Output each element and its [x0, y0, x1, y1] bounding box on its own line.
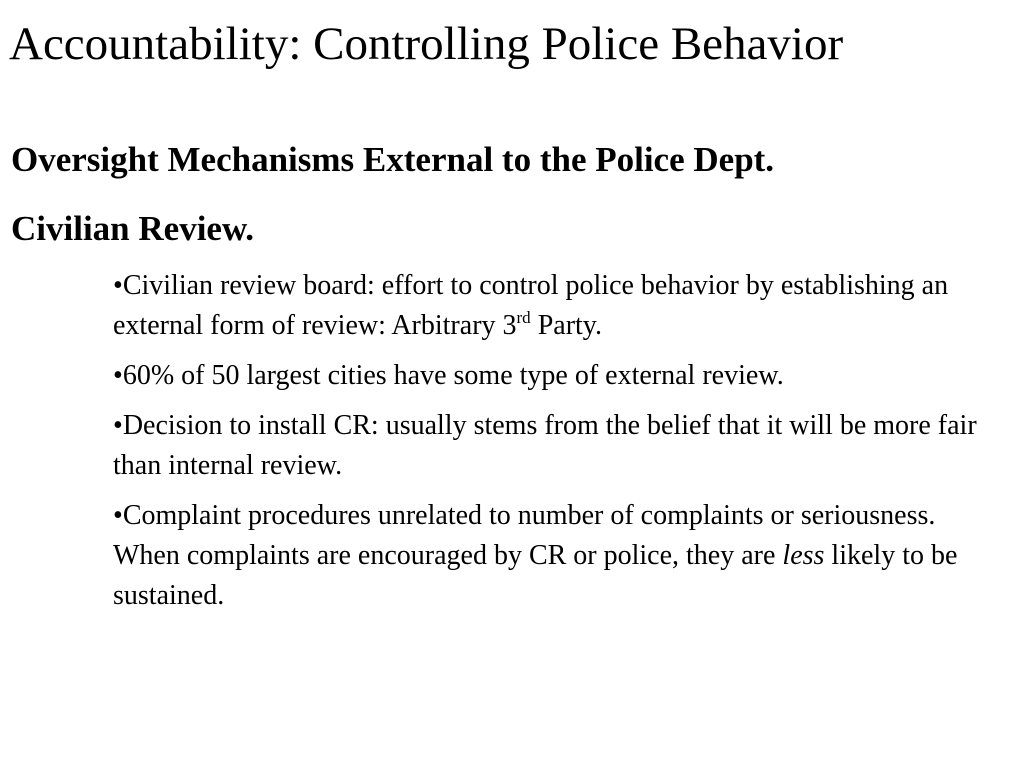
section-heading-oversight: Oversight Mechanisms External to the Police Dept.: [11, 140, 775, 179]
bullet-marker: •: [113, 270, 123, 301]
bullet-text-end: likely to be sustained.: [113, 540, 958, 611]
slide-title: Accountability: Controlling Police Behavior: [9, 18, 844, 70]
bullet-text-end: Party.: [530, 310, 602, 341]
bullet-marker: •: [113, 360, 123, 391]
bullet-text: 60% of 50 largest cities have some type of external review.: [122, 360, 784, 391]
bullet-text: Civilian review board: effort to control police behavior by establishing an external form of review: Arbitrary 3: [113, 270, 949, 341]
bullet-civilian-review-board: [113, 266, 1008, 346]
bullet-marker: •: [113, 410, 123, 441]
ordinal-superscript: rd: [516, 308, 531, 327]
bullet-text: Decision to install CR: usually stems from the belief that it will be more fair than internal review.: [113, 410, 977, 481]
section-heading-civilian-review: Civilian Review.: [11, 209, 255, 248]
bullet-complaint-procedures: [113, 496, 1008, 616]
bullet-text: Complaint procedures unrelated to number of complaints or seriousness. When complaints are encouraged by CR or police, they are: [113, 500, 936, 571]
bullet-marker: •: [113, 500, 123, 531]
bullet-list: [113, 266, 1008, 626]
bullet-decision-to-install: [113, 406, 1008, 486]
emphasis-less: less: [782, 540, 825, 571]
bullet-large-cities: [113, 356, 1008, 396]
